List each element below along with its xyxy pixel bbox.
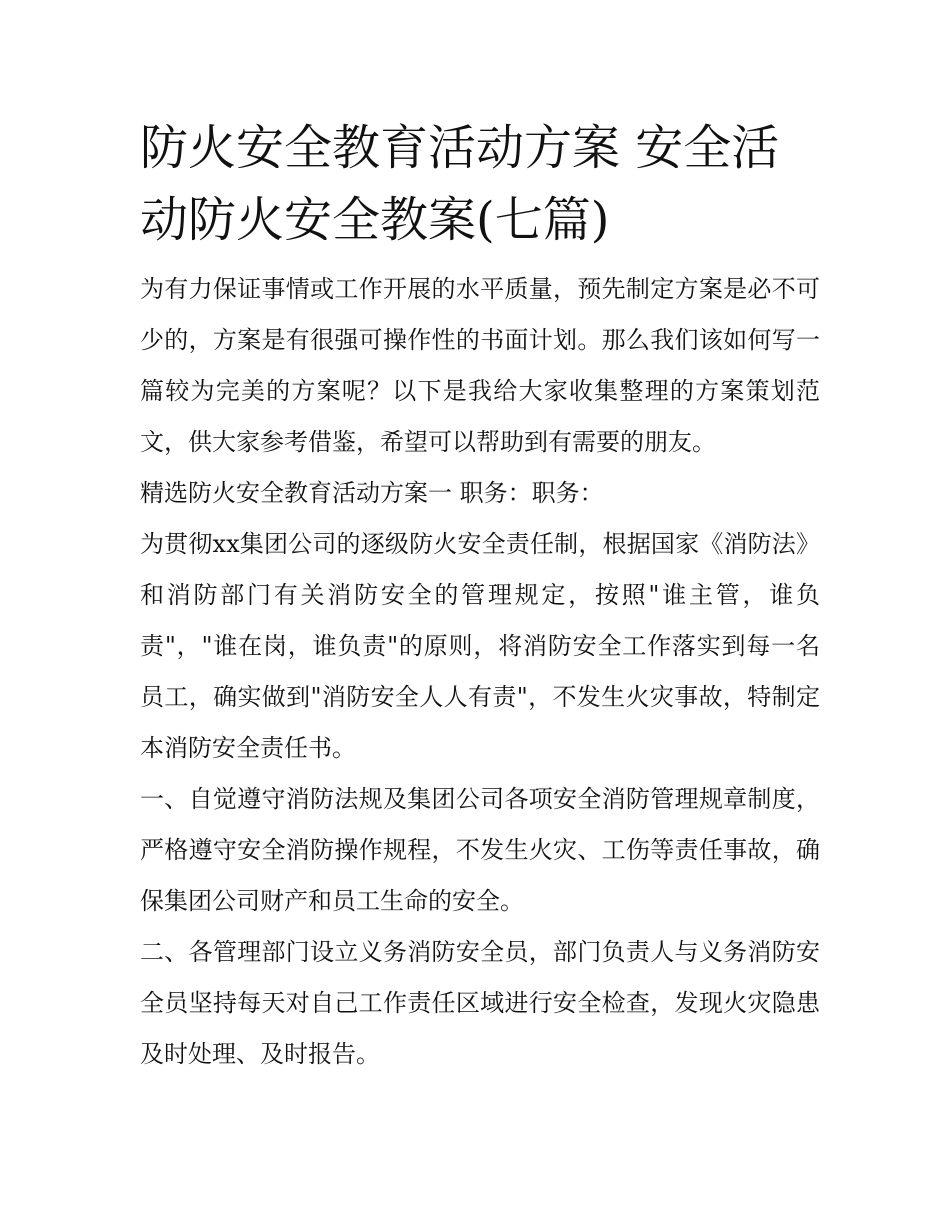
clause-two-paragraph: 二、各管理部门设立义务消防安全员，部门负责人与义务消防安全员坚持每天对自己工作责任区域进行安全检查，发现火灾隐患及时处理、及时报告。 bbox=[140, 938, 820, 1068]
document-title: 防火安全教育活动方案 安全活动防火安全教案(七篇) bbox=[140, 120, 780, 248]
clause-one-paragraph: 一、自觉遵守消防法规及集团公司各项安全消防管理规章制度，严格遵守安全消防操作规程，不发生火灾、工伤等责任事故，确保集团公司财产和员工生命的安全。 bbox=[140, 785, 820, 915]
body-paragraph: 为贯彻xx集团公司的逐级防火安全责任制，根据国家《消防法》和消防部门有关消防安全的管理规定，按照"谁主管，谁负责"，"谁在岗，谁负责"的原则，将消防安全工作落实到每一名员工，确实做到"消防安全人人有责"，不发生火灾事故，特制定本消防安全责任书。 bbox=[140, 530, 820, 762]
intro-paragraph: 为有力保证事情或工作开展的水平质量，预先制定方案是必不可少的，方案是有很强可操作性的书面计划。那么我们该如何写一篇较为完美的方案呢？以下是我给大家收集整理的方案策划范文，供大家参考借鉴，希望可以帮助到有需要的朋友。 bbox=[140, 275, 820, 456]
section-heading: 精选防火安全教育活动方案一 职务：职务： bbox=[140, 479, 604, 507]
document-body bbox=[140, 112, 820, 1080]
